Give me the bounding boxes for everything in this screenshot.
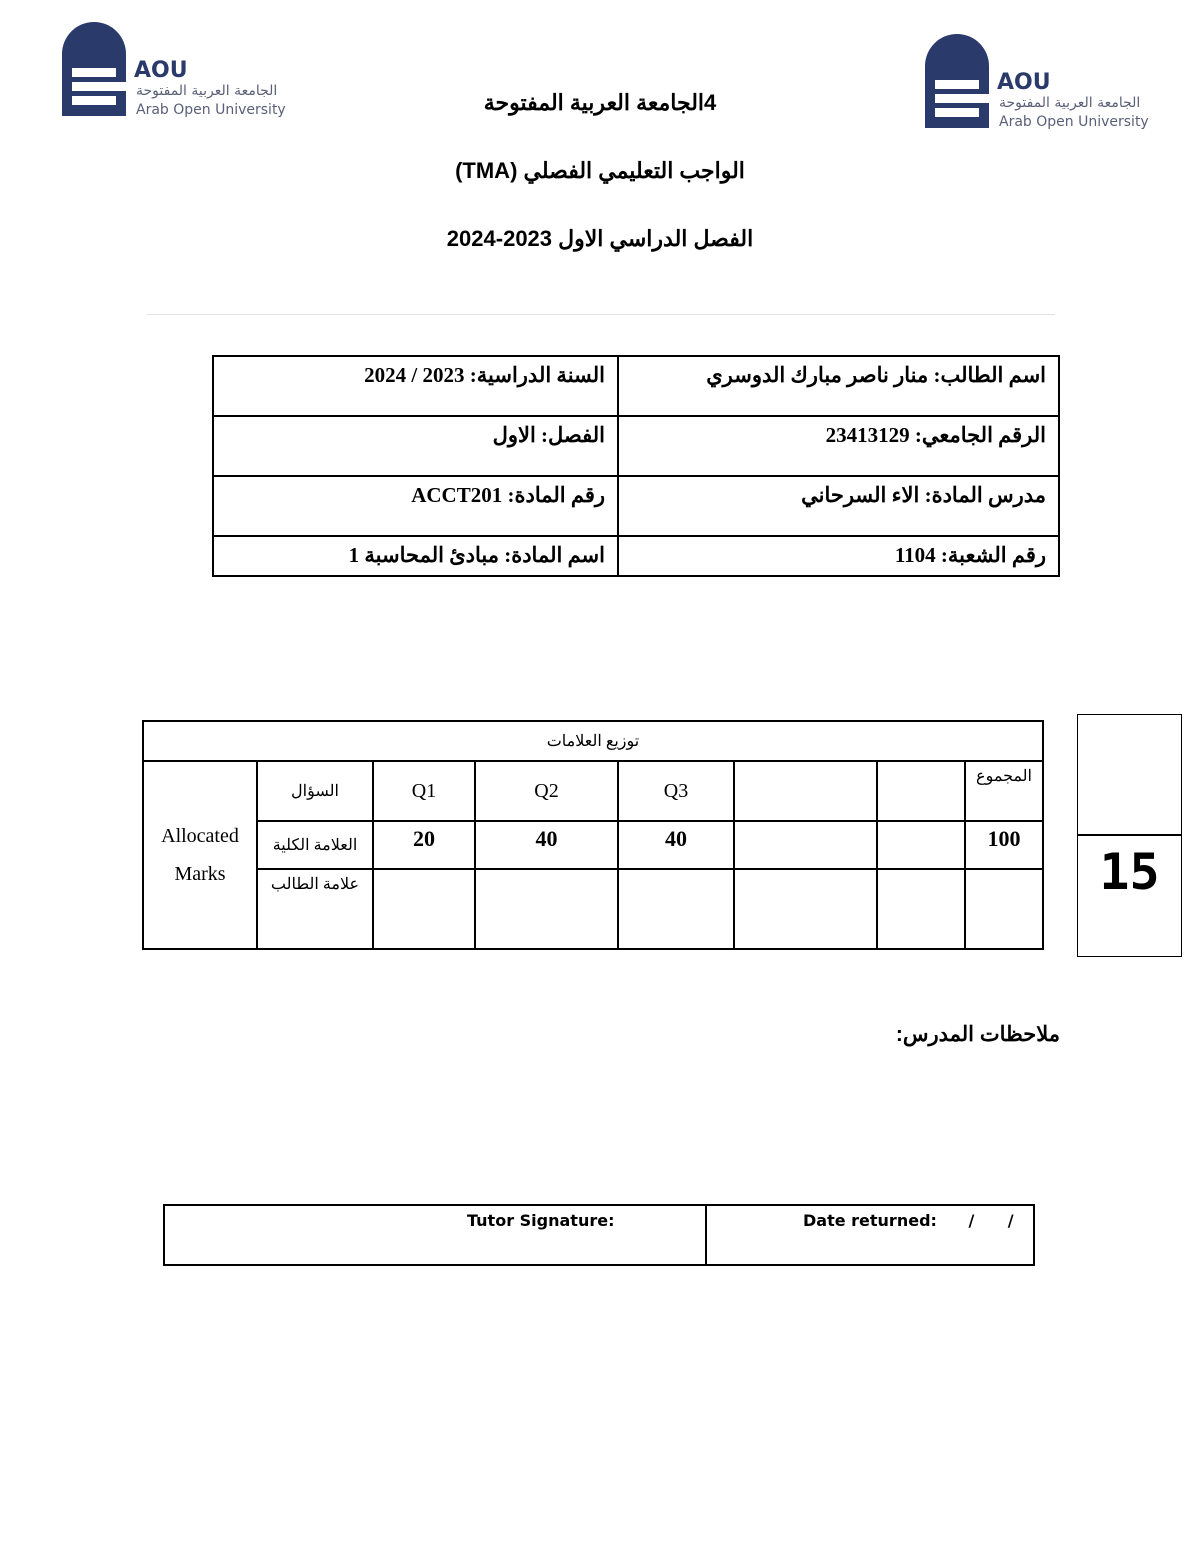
- score-box: [1077, 714, 1182, 957]
- empty-cell: [877, 821, 965, 869]
- total-mark-label: العلامة الكلية: [257, 821, 373, 869]
- semester: الفصل: الاول: [213, 416, 618, 476]
- q1-header: Q1: [373, 761, 475, 821]
- empty-cell: [877, 869, 965, 949]
- tutor-signature-label: Tutor Signature:: [467, 1211, 615, 1230]
- course-name: اسم المادة: مبادئ المحاسبة 1: [213, 536, 618, 576]
- logo-name-en: Arab Open University: [999, 114, 1149, 130]
- q2-header: Q2: [475, 761, 618, 821]
- marks-distribution-table: [142, 720, 1044, 950]
- student-info-table: [212, 355, 1060, 577]
- university-title: 4الجامعة العربية المفتوحة: [483, 90, 717, 115]
- tutor-signature-cell: [164, 1205, 706, 1265]
- student-name: اسم الطالب: منار ناصر مبارك الدوسري: [618, 356, 1059, 416]
- course-code: رقم المادة: ACCT201: [213, 476, 618, 536]
- q3-allocated: 40: [618, 821, 734, 869]
- aou-logo-right: [925, 32, 1165, 132]
- allocated-label-line2: Marks: [174, 863, 226, 885]
- student-id: الرقم الجامعي: 23413129: [618, 416, 1059, 476]
- logo-name-ar: الجامعة العربية المفتوحة: [999, 95, 1141, 111]
- empty-cell: [734, 869, 877, 949]
- total-allocated: 100: [965, 821, 1043, 869]
- divider-line: [147, 314, 1055, 315]
- q1-student-mark: [373, 869, 475, 949]
- q1-allocated: 20: [373, 821, 475, 869]
- logo-abbr: AOU: [997, 70, 1051, 95]
- date-returned-slashes: / /: [968, 1211, 1014, 1230]
- student-mark-label: علامة الطالب: [257, 869, 373, 949]
- q2-student-mark: [475, 869, 618, 949]
- tutor-name: مدرس المادة: الاء السرحاني: [618, 476, 1059, 536]
- q2-allocated: 40: [475, 821, 618, 869]
- q3-header: Q3: [618, 761, 734, 821]
- date-returned-cell: [706, 1205, 1034, 1265]
- semester-title: الفصل الدراسي الاول 2023-2024: [446, 226, 754, 251]
- date-returned-label: Date returned:: [803, 1211, 937, 1230]
- empty-cell: [734, 821, 877, 869]
- score-box-divider: [1078, 834, 1181, 836]
- allocated-label-line1: Allocated: [161, 825, 239, 847]
- marks-table-title: توزيع العلامات: [143, 721, 1043, 761]
- final-score: 15: [1099, 843, 1160, 901]
- q3-student-mark: [618, 869, 734, 949]
- question-label: السؤال: [257, 761, 373, 821]
- logo-name-en: Arab Open University: [136, 102, 286, 118]
- allocated-marks-label: [143, 761, 257, 949]
- signature-table: [163, 1204, 1035, 1266]
- total-label: المجموع: [965, 761, 1043, 821]
- logo-name-ar: الجامعة العربية المفتوحة: [136, 83, 278, 99]
- assignment-title: الواجب التعليمي الفصلي (TMA): [455, 158, 745, 183]
- total-student-mark: [965, 869, 1043, 949]
- logo-abbr: AOU: [134, 58, 188, 83]
- tutor-notes-label: ملاحظات المدرس:: [895, 1023, 1060, 1046]
- academic-year: السنة الدراسية: 2023 / 2024: [213, 356, 618, 416]
- empty-header-cell: [734, 761, 877, 821]
- empty-header-cell: [877, 761, 965, 821]
- section-number: رقم الشعبة: 1104: [618, 536, 1059, 576]
